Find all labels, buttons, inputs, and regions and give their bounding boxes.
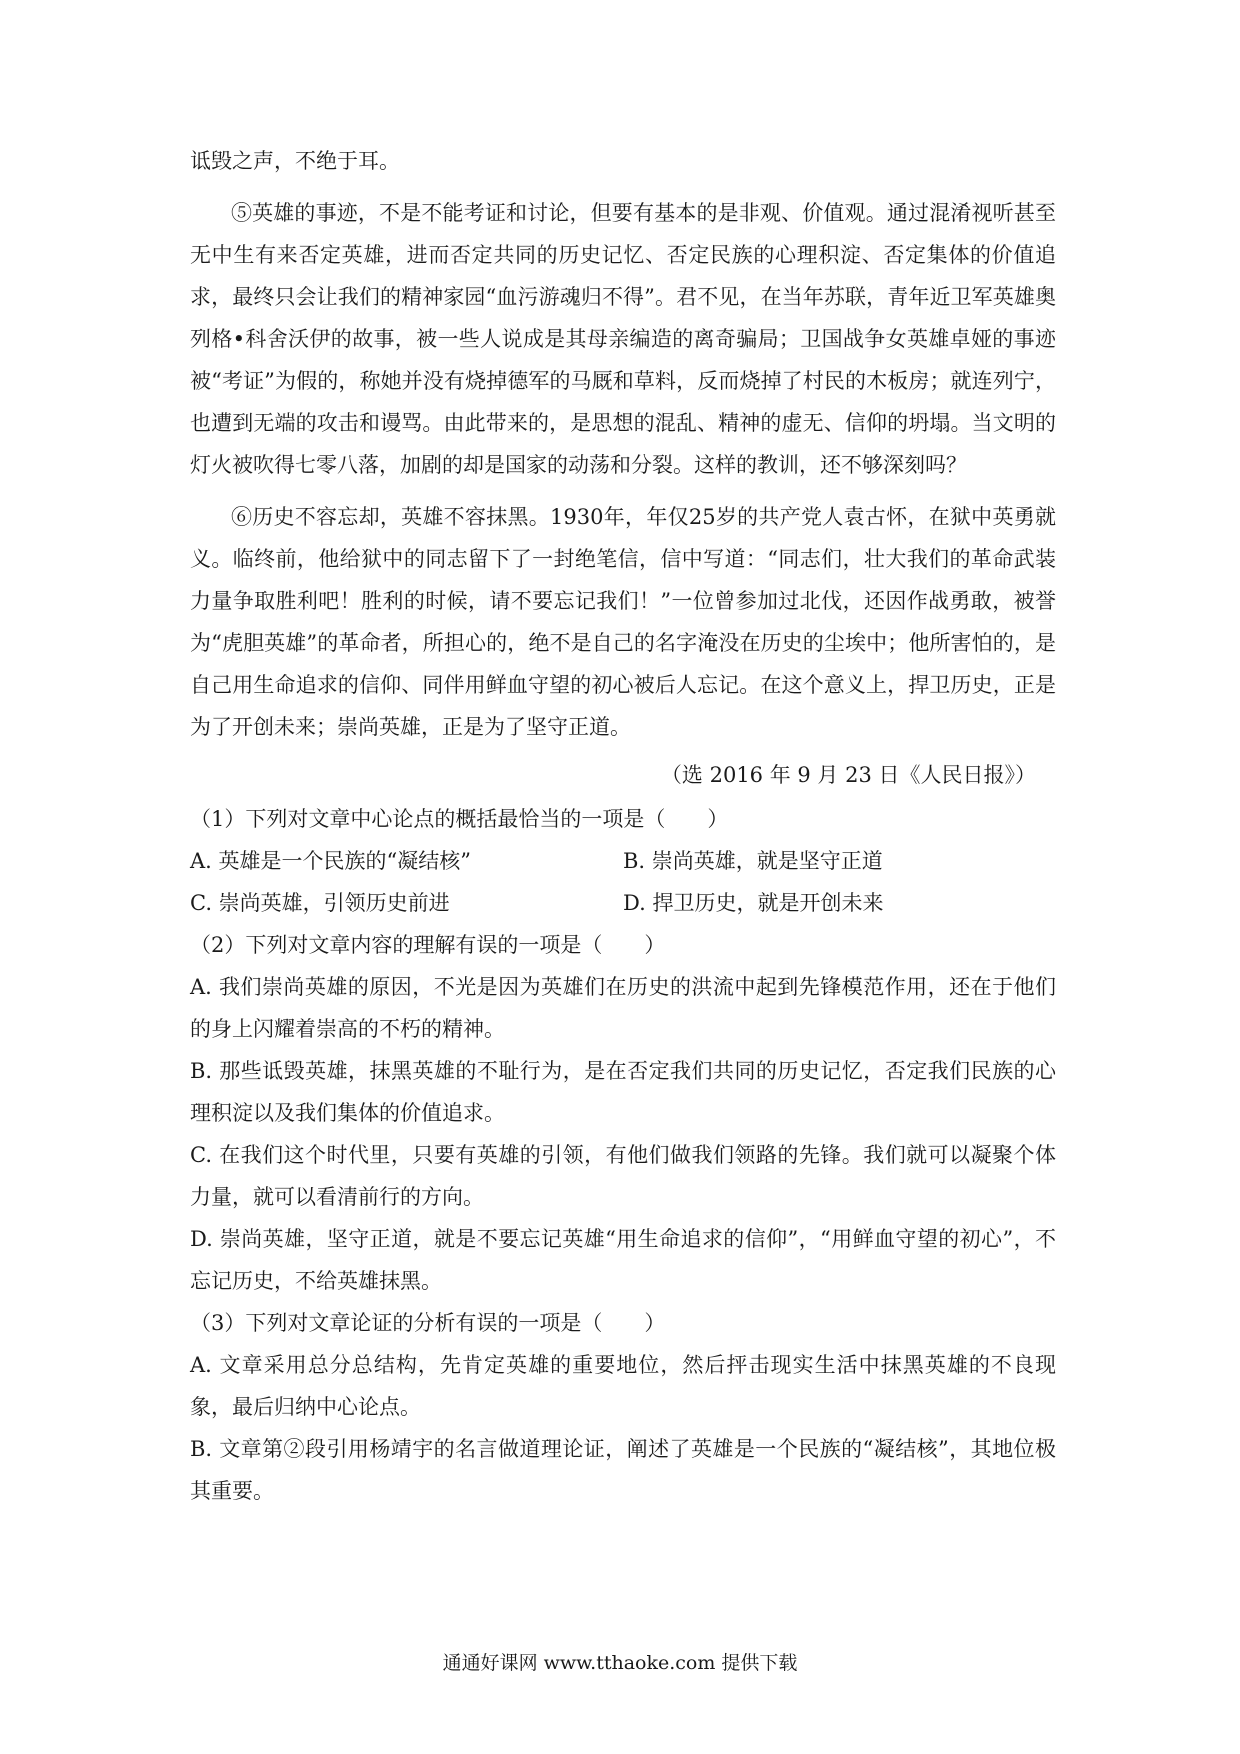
document-page: [190, 140, 1056, 1512]
question-1-stem: （1）下列对文章中心论点的概括最恰当的一项是（ ）: [190, 807, 729, 831]
question-3-option-a: A. 文章采用总分总结构，先肯定英雄的重要地位，然后抨击现实生活中抹黑英雄的不良现象，最后归纳中心论点。: [190, 1353, 1056, 1419]
question-2-option-d: D. 崇尚英雄，坚守正道，就是不要忘记英雄“用生命追求的信仰”，“用鲜血守望的初心”，不忘记历史，不给英雄抹黑。: [190, 1227, 1056, 1293]
page-footer: 通通好课网 www.tthaoke.com 提供下载: [442, 1652, 798, 1674]
article-paragraph-4-end: 诋毁之声，不绝于耳。: [190, 149, 400, 173]
question-2-option-a: A. 我们崇尚英雄的原因，不光是因为英雄们在历史的洪流中起到先锋模范作用，还在于他们的身上闪耀着崇高的不朽的精神。: [190, 975, 1056, 1041]
article-paragraph-6: ⑥历史不容忘却，英雄不容抹黑。1930年，年仅25岁的共产党人袁古怀，在狱中英勇就义。临终前，他给狱中的同志留下了一封绝笔信，信中写道：“同志们，壮大我们的革命武装力量争取胜利吧！胜利的时候，请不要忘记我们！”一位曾参加过北伐，还因作战勇敢，被誉为“虎胆英雄”的革命者，所担心的，绝不是自己的名字淹没在历史的尘埃中；他所害怕的，是自己用生命追求的信仰、同伴用鲜血守望的初心被后人忘记。在这个意义上，捍卫历史，正是为了开创未来；崇尚英雄，正是为了坚守正道。: [190, 505, 1056, 739]
question-3-stem: （3）下列对文章论证的分析有误的一项是（ ）: [190, 1311, 666, 1335]
article-source: （选 2016 年 9 月 23 日《人民日报》）: [660, 763, 1036, 787]
article-paragraph-5: ⑤英雄的事迹，不是不能考证和讨论，但要有基本的是非观、价值观。通过混淆视听甚至无中生有来否定英雄，进而否定共同的历史记忆、否定民族的心理积淀、否定集体的价值追求，最终只会让我们的精神家园“血污游魂归不得”。君不见，在当年苏联，青年近卫军英雄奥列格•科舍沃伊的故事，被一些人说成是其母亲编造的离奇骗局；卫国战争女英雄卓娅的事迹被“考证”为假的，称她并没有烧掉德军的马厩和草料，反而烧掉了村民的木板房；就连列宁，也遭到无端的攻击和谩骂。由此带来的，是思想的混乱、精神的虚无、信仰的坍塌。当文明的灯火被吹得七零八落，加剧的却是国家的动荡和分裂。这样的教训，还不够深刻吗？: [190, 201, 1056, 477]
question-1-option-b: B. 崇尚英雄，就是坚守正道: [623, 849, 883, 873]
question-1-options: [190, 840, 1056, 924]
question-2-stem: （2）下列对文章内容的理解有误的一项是（ ）: [190, 933, 666, 957]
question-1-option-c: C. 崇尚英雄，引领历史前进: [190, 891, 450, 915]
question-3-option-b: B. 文章第②段引用杨靖宇的名言做道理论证，阐述了英雄是一个民族的“凝结核”，其地位极其重要。: [190, 1437, 1056, 1503]
question-1-option-d: D. 捍卫历史，就是开创未来: [623, 891, 884, 915]
question-1-option-a: A. 英雄是一个民族的“凝结核”: [190, 849, 471, 873]
question-2-option-c: C. 在我们这个时代里，只要有英雄的引领，有他们做我们领路的先锋。我们就可以凝聚个体力量，就可以看清前行的方向。: [190, 1143, 1056, 1209]
question-2-option-b: B. 那些诋毁英雄，抹黑英雄的不耻行为，是在否定我们共同的历史记忆，否定我们民族的心理积淀以及我们集体的价值追求。: [190, 1059, 1056, 1125]
